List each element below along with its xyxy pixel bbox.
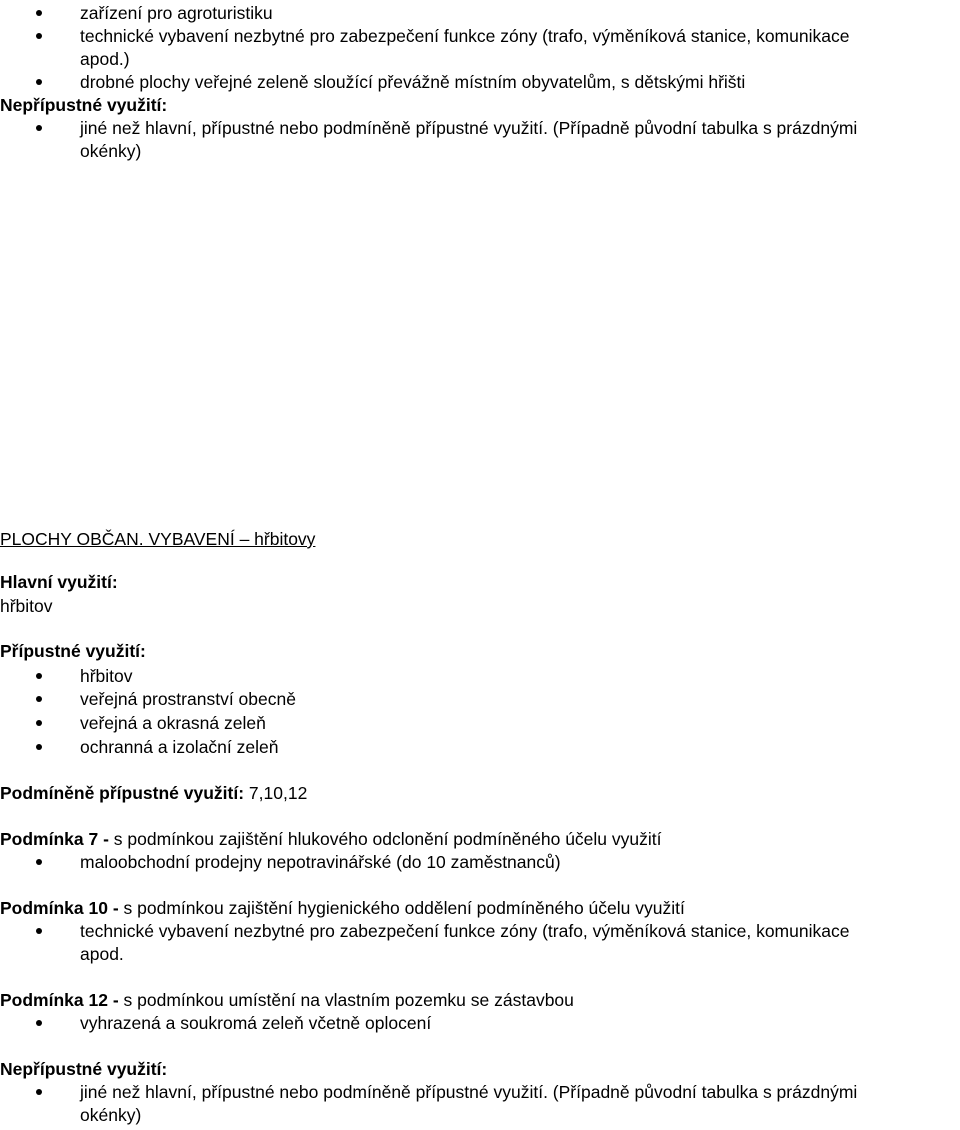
list-item: jiné než hlavní, přípustné nebo podmíněně přípustné využití. (Případně původní tabulka s prázdnými: [80, 118, 858, 138]
hlavni-heading: Hlavní využití:: [0, 572, 118, 592]
hlavni-value: hřbitov: [0, 596, 53, 616]
list-item: ochranná a izolační zeleň: [80, 737, 279, 757]
bullet-icon: [36, 1089, 42, 1095]
nepripustne-heading: Nepřípustné využití:: [0, 1059, 168, 1079]
bullet-icon: [36, 928, 42, 934]
list-item-continuation: okénky): [80, 1105, 142, 1125]
list-item: technické vybavení nezbytné pro zabezpečení funkce zóny (trafo, výměníková stanice, komunikace: [80, 921, 850, 941]
bullet-icon: [36, 720, 42, 726]
list-item: veřejná a okrasná zeleň: [80, 713, 266, 733]
bullet-icon: [36, 79, 42, 85]
list-item-continuation: apod.): [80, 49, 130, 69]
bullet-icon: [36, 696, 42, 702]
podminka12-text: s podmínkou umístění na vlastním pozemku se zástavbou: [118, 990, 574, 1010]
pripustne-heading: Přípustné využití:: [0, 641, 146, 661]
podminene-row: [0, 782, 307, 804]
podminka7-row: [0, 828, 662, 850]
bullet-icon: [36, 125, 42, 131]
bullet-icon: [36, 744, 42, 750]
list-item: drobné plochy veřejné zeleně sloužící převážně místním obyvatelům, s dětskými hřišti: [80, 72, 746, 92]
section-title: PLOCHY OBČAN. VYBAVENÍ – hřbitovy: [0, 529, 316, 549]
nepripustne-heading: Nepřípustné využití:: [0, 95, 168, 115]
podminka10-text: s podmínkou zajištění hygienického oddělení podmíněného účelu využití: [118, 898, 685, 918]
podminene-value: 7,10,12: [244, 783, 308, 803]
list-item: zařízení pro agroturistiku: [80, 3, 273, 23]
bullet-icon: [36, 10, 42, 16]
list-item-continuation: okénky): [80, 141, 142, 161]
list-item-continuation: apod.: [80, 944, 124, 964]
podminka12-row: [0, 989, 574, 1011]
podminka7-text: s podmínkou zajištění hlukového odclonění podmíněného účelu využití: [108, 829, 662, 849]
bullet-icon: [36, 859, 42, 865]
bullet-icon: [36, 33, 42, 39]
list-item: veřejná prostranství obecně: [80, 689, 296, 709]
bullet-icon: [36, 1020, 42, 1026]
podminka12-label: Podmínka 12 -: [0, 990, 119, 1010]
list-item: jiné než hlavní, přípustné nebo podmíněně přípustné využití. (Případně původní tabulka s prázdnými: [80, 1082, 858, 1102]
list-item: maloobchodní prodejny nepotravinářské (do 10 zaměstnanců): [80, 852, 561, 872]
list-item: hřbitov: [80, 666, 133, 686]
list-item: vyhrazená a soukromá zeleň včetně oplocení: [80, 1013, 432, 1033]
podminene-heading: Podmíněně přípustné využití:: [0, 783, 245, 803]
bullet-icon: [36, 673, 42, 679]
podminka10-row: [0, 897, 685, 919]
list-item: technické vybavení nezbytné pro zabezpečení funkce zóny (trafo, výměníková stanice, komunikace: [80, 26, 850, 46]
podminka10-label: Podmínka 10 -: [0, 898, 119, 918]
podminka7-label: Podmínka 7 -: [0, 829, 109, 849]
